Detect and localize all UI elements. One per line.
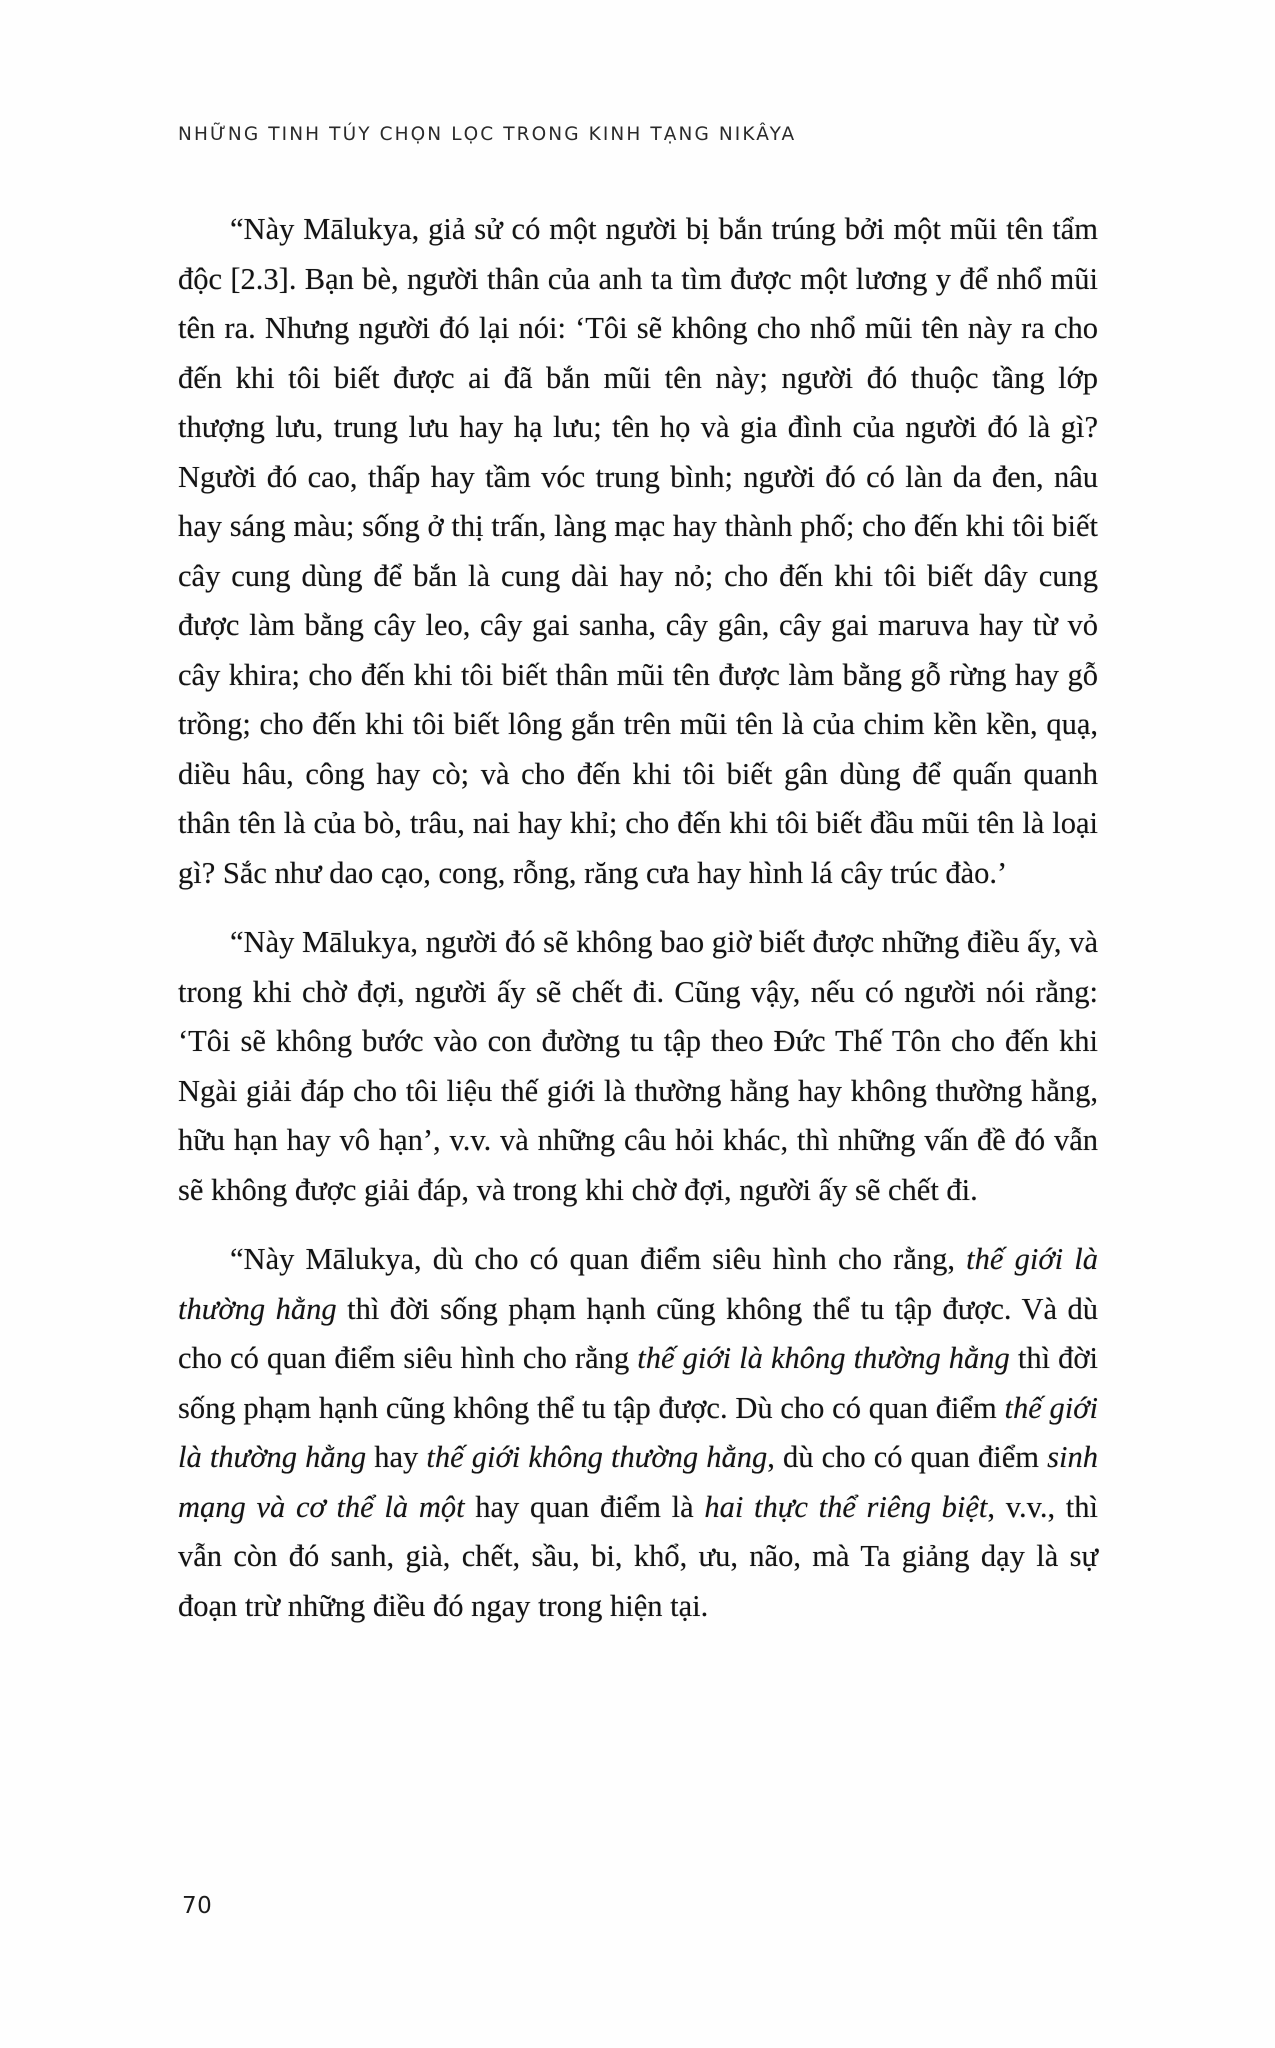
paragraph-3	[178, 1235, 1098, 1631]
italic-phrase: sinh mạng và cơ thể là một	[178, 1440, 1098, 1524]
text-segment: “Này Mālukya, giả sử có một người bị bắn trúng bởi một mũi tên tẩm độc [2.3]. Bạn bè, người thân của anh ta tìm được một lương y để nhổ mũi tên ra. Nhưng người đó lại nói: ‘Tôi sẽ không cho nhổ mũi tên này ra cho đến khi tôi biết được ai đã bắn mũi tên này; người đó thuộc tầng lớp thượng lưu, trung lưu hay hạ lưu; tên họ và gia đình của người đó là gì? Người đó cao, thấp hay tầm vóc trung bình; người đó có làn da đen, nâu hay sáng màu; sống ở thị trấn, làng mạc hay thành phố; cho đến khi tôi biết cây cung dùng để bắn là cung dài hay nỏ; cho đến khi tôi biết dây cung được làm bằng cây leo, cây gai sanha, cây gân, cây gai maruva hay từ vỏ cây khira; cho đến khi tôi biết thân mũi tên được làm bằng gỗ rừng hay gỗ trồng; cho đến khi tôi biết lông gắn trên mũi tên là của chim kền kền, quạ, diều hâu, công hay cò; và cho đến khi tôi biết gân dùng để quấn quanh thân tên là của bò, trâu, nai hay khỉ; cho đến khi tôi biết đầu mũi tên là loại gì? Sắc như dao cạo, cong, rỗng, răng cưa hay hình lá cây trúc đào.’	[178, 212, 1098, 890]
italic-phrase: thế giới là thường hằng	[178, 1390, 1098, 1474]
text-segment: thì đời sống phạm hạnh cũng không thể tu tập được. Dù cho có quan điểm	[178, 1341, 1098, 1425]
text-segment: “Này Mālukya, người đó sẽ không bao giờ biết được những điều ấy, và trong khi chờ đợi, người ấy sẽ chết đi. Cũng vậy, nếu có người nói rằng: ‘Tôi sẽ không bước vào con đường tu tập theo Đức Thế Tôn cho đến khi Ngài giải đáp cho tôi liệu thế giới là thường hằng hay không thường hằng, hữu hạn hay vô hạn’, v.v. và những câu hỏi khác, thì những vấn đề đó vẫn sẽ không được giải đáp, và trong khi chờ đợi, người ấy sẽ chết đi.	[178, 925, 1098, 1207]
text-segment: , dù cho có quan điểm	[767, 1440, 1048, 1474]
text-segment: hay	[366, 1440, 427, 1474]
paragraph-2	[178, 918, 1098, 1215]
italic-phrase: thế giới không thường hằng	[426, 1440, 768, 1474]
page-number: 70	[182, 1893, 213, 1919]
text-segment: thì đời sống phạm hạnh cũng không thể tu tập được. Và dù cho có quan điểm siêu hình cho rằng	[178, 1291, 1098, 1375]
text-segment: hay quan điểm là	[464, 1489, 705, 1524]
italic-phrase: hai thực thể riêng biệt	[704, 1489, 988, 1524]
italic-phrase: thế giới là thường hằng	[178, 1242, 1098, 1326]
body-text	[178, 205, 1098, 1631]
paragraph-1	[178, 205, 1098, 898]
text-segment: “Này Mālukya, dù cho có quan điểm siêu hình cho rằng,	[230, 1242, 967, 1276]
italic-phrase: thế giới là không thường hằng	[637, 1341, 1010, 1375]
running-header: NHỮNG TINH TÚY CHỌN LỌC TRONG KINH TẠNG NIKÂYA	[178, 124, 797, 145]
text-segment: , v.v., thì vẫn còn đó sanh, già, chết, sầu, bi, khổ, ưu, não, mà Ta giảng dạy là sự đoạn trừ những điều đó ngay trong hiện tại.	[178, 1489, 1098, 1623]
